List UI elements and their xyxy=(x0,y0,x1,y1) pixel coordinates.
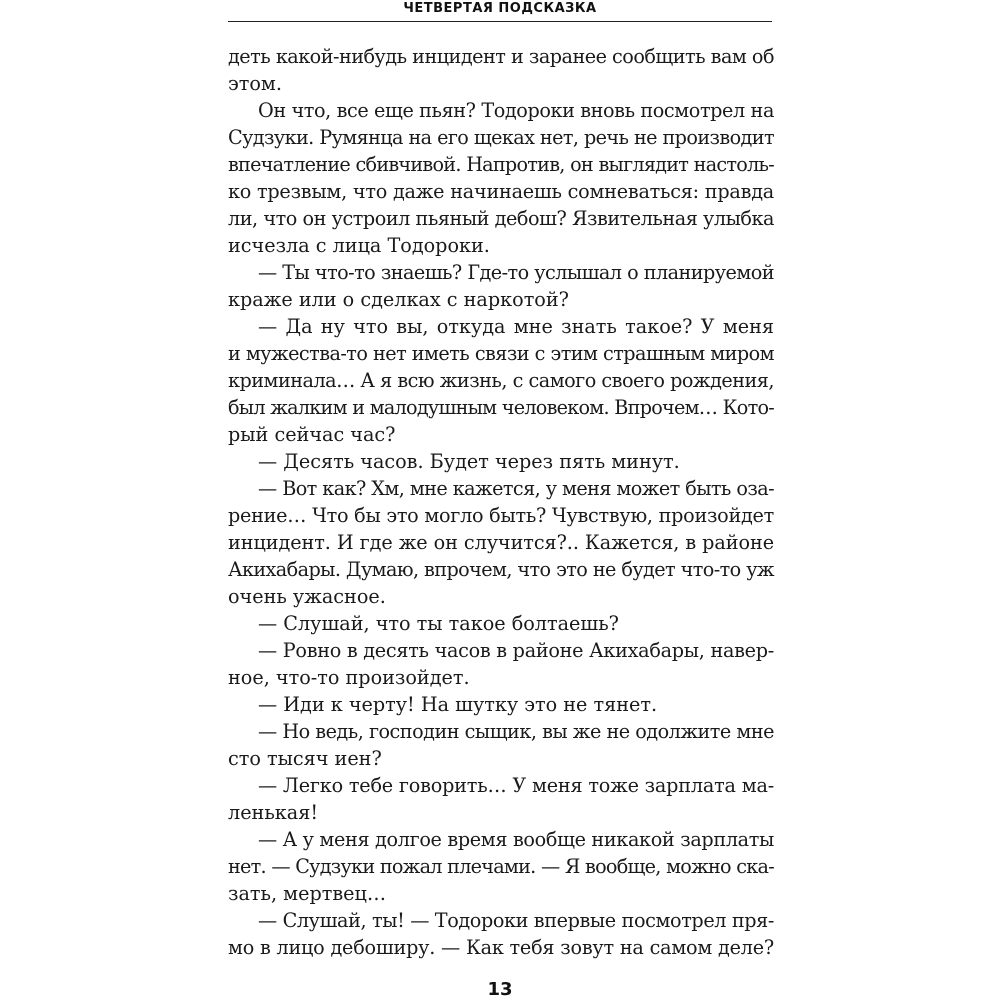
text-line: рый сейчас час? xyxy=(228,423,396,446)
text-line: Он что, все еще пьян? Тодороки вновь посмотрел на xyxy=(258,99,774,122)
text-line: очень ужасное. xyxy=(228,585,386,608)
text-line: — Слушай, что ты такое болтаешь? xyxy=(258,612,619,635)
text-line: Акихабары. Думаю, впрочем, что это не будет что-то уж xyxy=(228,558,774,581)
text-line: ко трезвым, что даже начинаешь сомневаться: правда xyxy=(228,180,774,203)
text-line: исчезла с лица Тодороки. xyxy=(228,234,490,257)
text-line: зать, мертвец… xyxy=(228,882,387,905)
running-head-rule xyxy=(228,21,772,22)
text-line: краже или о сделках с наркотой? xyxy=(228,288,569,311)
text-line: — Иди к черту! На шутку это не тянет. xyxy=(258,693,658,716)
text-line: нет. — Судзуки пожал плечами. — Я вообще, можно ска- xyxy=(228,855,774,878)
text-line: — Легко тебе говорить… У меня тоже зарплата ма- xyxy=(258,774,774,797)
text-line: — Ровно в десять часов в районе Акихабары, навер- xyxy=(258,639,774,662)
text-line: — Вот как? Хм, мне кажется, у меня может быть оза- xyxy=(258,477,774,500)
text-line: — Слушай, ты! — Тодороки впервые посмотрел пря- xyxy=(258,909,774,932)
text-line: рение… Что бы это могло быть? Чувствую, произойдет xyxy=(228,504,774,527)
text-line: и мужества-то нет иметь связи с этим страшным миром xyxy=(228,342,774,365)
text-line: мо в лицо дебоширу. — Как тебя зовут на самом деле? xyxy=(228,936,774,959)
text-line: — Десять часов. Будет через пять минут. xyxy=(258,450,680,473)
text-line: впечатление сбивчивой. Напротив, он выглядит настоль- xyxy=(228,153,774,176)
text-line: ленькая! xyxy=(228,801,319,824)
text-line: — Да ну что вы, откуда мне знать такое? У меня xyxy=(258,315,774,338)
text-line: этом. xyxy=(228,72,282,95)
text-line: ное, что-то произойдет. xyxy=(228,666,470,689)
text-line: ли, что он устроил пьяный дебош? Язвительная улыбка xyxy=(228,207,774,230)
body-text xyxy=(228,43,774,961)
page-number: 13 xyxy=(487,979,513,1000)
text-line: был жалким и малодушным человеком. Впрочем… Кото- xyxy=(228,396,774,419)
text-line: криминала… А я всю жизнь, с самого своего рождения, xyxy=(228,369,774,392)
text-line: сто тысяч иен? xyxy=(228,747,382,770)
text-line: деть какой-нибудь инцидент и заранее сообщить вам об xyxy=(228,45,774,68)
text-line: — А у меня долгое время вообще никакой зарплаты xyxy=(258,828,774,851)
text-line: — Ты что-то знаешь? Где-то услышал о планируемой xyxy=(258,261,774,284)
running-head: ЧЕТВЕРТАЯ ПОДСКАЗКА xyxy=(403,1,597,16)
text-line: Судзуки. Румянца на его щеках нет, речь не производит xyxy=(228,126,774,149)
text-line: — Но ведь, господин сыщик, вы же не одолжите мне xyxy=(258,720,774,743)
text-line: инцидент. И где же он случится?.. Кажется, в районе xyxy=(228,531,774,554)
